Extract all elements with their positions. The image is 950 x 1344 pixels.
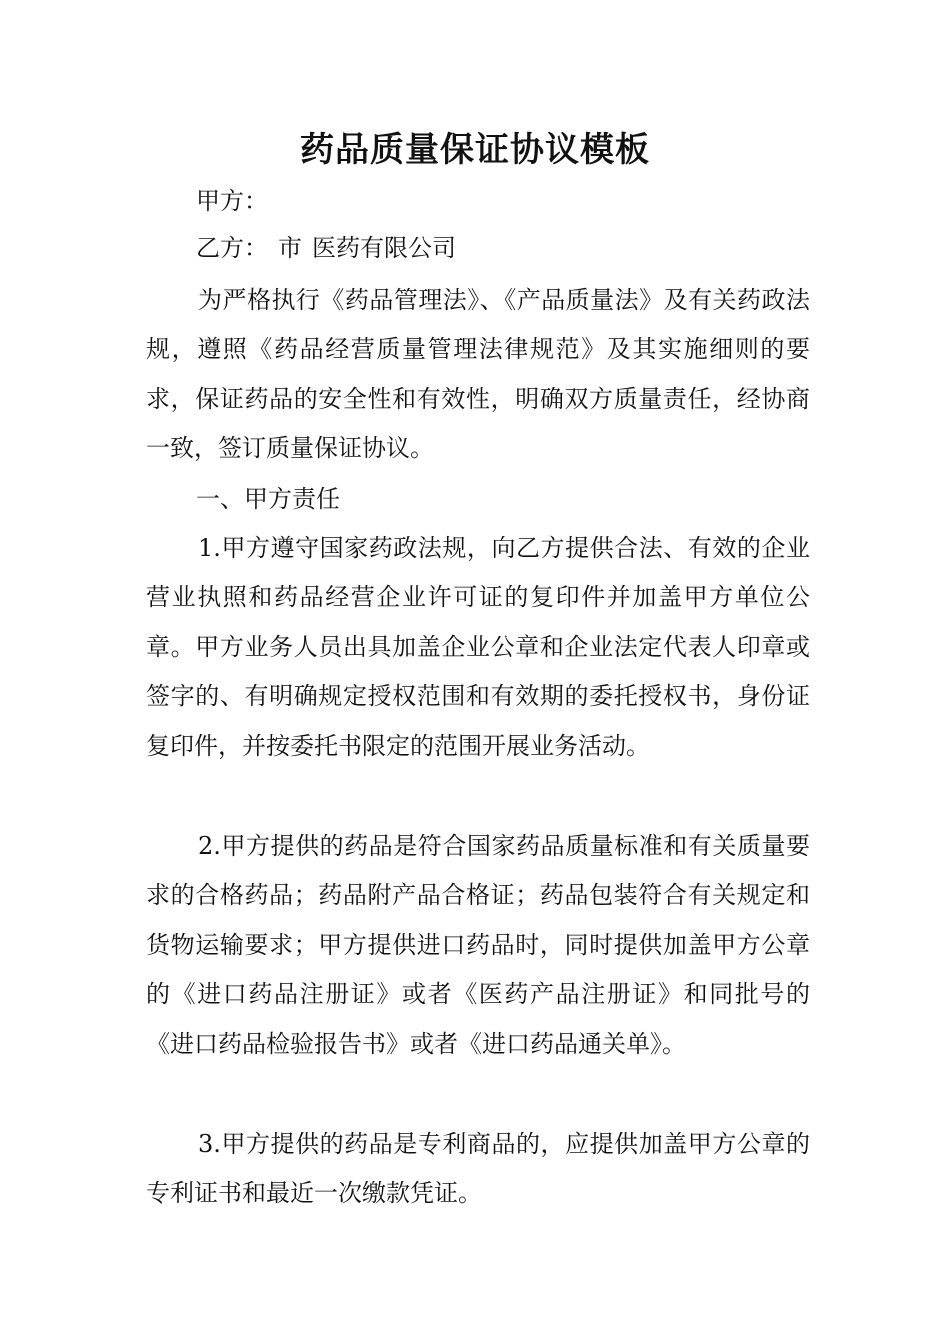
clause-2-paragraph: 2.甲方提供的药品是符合国家药品质量标准和有关质量要求的合格药品；药品附产品合格证；药品包装符合有关规定和货物运输要求；甲方提供进口药品时，同时提供加盖甲方公章的《进口药品注册证》或者《医药产品注册证》和同批号的《进口药品检验报告书》或者《进口药品通关单》。 xyxy=(146,832,810,1058)
party-b-label: 乙方： xyxy=(196,234,268,262)
party-a-label: 甲方： xyxy=(196,187,268,215)
section-1-heading: 一、甲方责任 xyxy=(196,485,340,513)
party-b-city: 市 xyxy=(278,234,302,262)
clause-3-paragraph: 3.甲方提供的药品是专利商品的，应提供加盖甲方公章的专利证书和最近一次缴款凭证。 xyxy=(146,1130,810,1208)
document-title: 药品质量保证协议模板 xyxy=(300,130,650,170)
clause-1-paragraph: 1.甲方遵守国家药政法规，向乙方提供合法、有效的企业营业执照和药品经营企业许可证的复印件并加盖甲方单位公章。甲方业务人员出具加盖企业公章和企业法定代表人印章或签字的、有明确规定授权范围和有效期的委托授权书，身份证复印件，并按委托书限定的范围开展业务活动。 xyxy=(146,534,810,760)
party-a-line xyxy=(196,186,268,216)
party-b-line xyxy=(196,233,456,263)
party-b-name: 医药有限公司 xyxy=(312,234,456,262)
intro-paragraph: 为严格执行《药品管理法》、《产品质量法》及有关药政法规，遵照《药品经营质量管理法律规范》及其实施细则的要求，保证药品的安全性和有效性，明确双方质量责任，经协商一致，签订质量保证协议。 xyxy=(146,286,810,463)
